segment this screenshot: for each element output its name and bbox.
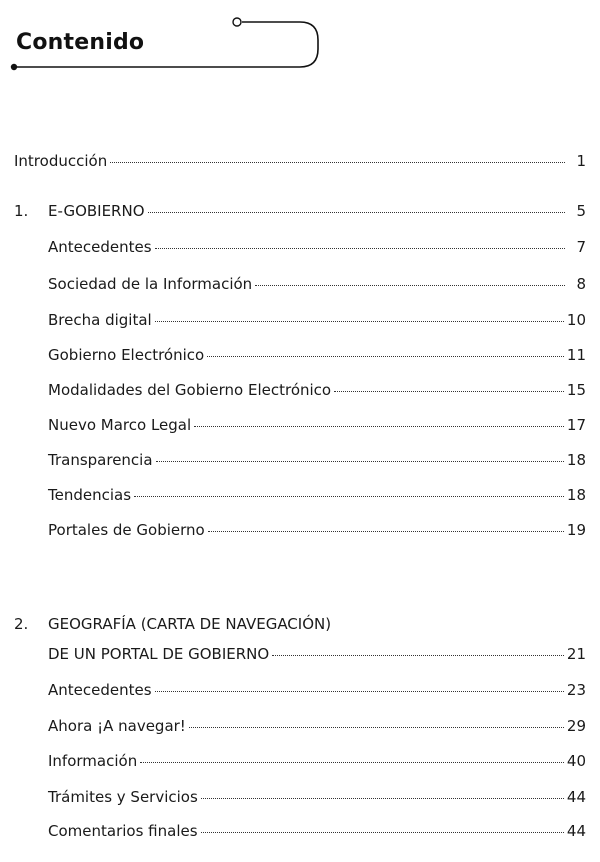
toc-page-number: 29 <box>566 717 586 735</box>
dot-leader <box>207 356 564 357</box>
toc-page-number: 17 <box>566 416 586 434</box>
dot-leader <box>155 248 565 249</box>
dot-leader <box>272 655 564 656</box>
toc-page-number: 7 <box>576 238 586 256</box>
toc-page-number: 10 <box>566 311 586 329</box>
toc-label: Portales de Gobierno <box>48 521 205 539</box>
toc-label: Gobierno Electrónico <box>48 346 205 364</box>
chapter-number: 2. <box>14 615 29 633</box>
toc-page-number: 21 <box>566 645 586 663</box>
toc-entry[interactable] <box>48 822 586 840</box>
dot-leader <box>255 285 565 286</box>
toc-entry[interactable] <box>48 752 586 770</box>
toc-page-number: 19 <box>566 521 586 539</box>
toc-entry[interactable] <box>48 238 586 256</box>
dot-leader <box>110 162 565 163</box>
toc-page-number: 44 <box>566 788 586 806</box>
toc-label: Información <box>48 752 138 770</box>
toc-label: Transparencia <box>48 451 153 469</box>
page-title: Contenido <box>16 30 145 55</box>
toc-page-number: 23 <box>566 681 586 699</box>
toc-label: Tendencias <box>48 486 132 504</box>
dot-leader <box>201 798 564 799</box>
toc-label: E-GOBIERNO <box>48 202 145 220</box>
toc-page-number: 18 <box>566 451 586 469</box>
toc-entry[interactable] <box>48 311 586 329</box>
toc-label: Brecha digital <box>48 311 152 329</box>
toc-entry[interactable] <box>48 451 586 469</box>
toc-page-number: 18 <box>566 486 586 504</box>
dot-leader <box>148 212 565 213</box>
dot-leader <box>194 426 564 427</box>
toc-entry[interactable] <box>48 521 586 539</box>
toc-label: Sociedad de la Información <box>48 275 253 293</box>
toc-chapter-2[interactable] <box>48 645 586 663</box>
toc-label: Trámites y Servicios <box>48 788 198 806</box>
toc-label: GEOGRAFÍA (CARTA DE NAVEGACIÓN) <box>48 615 332 633</box>
toc-page-number: 11 <box>566 346 586 364</box>
toc-entry[interactable] <box>48 717 586 735</box>
dot-leader <box>334 391 564 392</box>
toc-page-number: 5 <box>576 202 586 220</box>
toc-label: Antecedentes <box>48 238 152 256</box>
dot-leader <box>155 691 564 692</box>
dot-leader <box>134 496 564 497</box>
toc-label: Nuevo Marco Legal <box>48 416 192 434</box>
dot-leader <box>208 531 564 532</box>
toc-page-number: 1 <box>576 152 586 170</box>
dot-leader <box>189 727 564 728</box>
dot-leader <box>156 461 564 462</box>
toc-page-number: 15 <box>566 381 586 399</box>
toc-chapter-2-line1[interactable] <box>14 615 331 633</box>
toc-label: Antecedentes <box>48 681 152 699</box>
toc-page-number: 8 <box>576 275 586 293</box>
toc-entry[interactable] <box>48 416 586 434</box>
toc-entry-introduccion[interactable] <box>14 152 586 170</box>
dot-leader <box>140 762 564 763</box>
toc-chapter-1[interactable] <box>14 202 586 220</box>
dot-leader <box>155 321 564 322</box>
toc-entry[interactable] <box>48 681 586 699</box>
heading-block <box>0 0 600 80</box>
toc-label: Introducción <box>14 152 108 170</box>
toc-entry[interactable] <box>48 381 586 399</box>
chapter-number: 1. <box>14 202 29 220</box>
toc-label: Comentarios finales <box>48 822 198 840</box>
toc-label: Ahora ¡A navegar! <box>48 717 186 735</box>
toc-entry[interactable] <box>48 346 586 364</box>
toc-label: Modalidades del Gobierno Electrónico <box>48 381 332 399</box>
toc-page-number: 40 <box>566 752 586 770</box>
toc-label: DE UN PORTAL DE GOBIERNO <box>48 645 270 663</box>
toc-entry[interactable] <box>48 486 586 504</box>
toc-entry[interactable] <box>48 788 586 806</box>
toc-entry[interactable] <box>48 275 586 293</box>
toc-page-number: 44 <box>566 822 586 840</box>
dot-leader <box>201 832 564 833</box>
